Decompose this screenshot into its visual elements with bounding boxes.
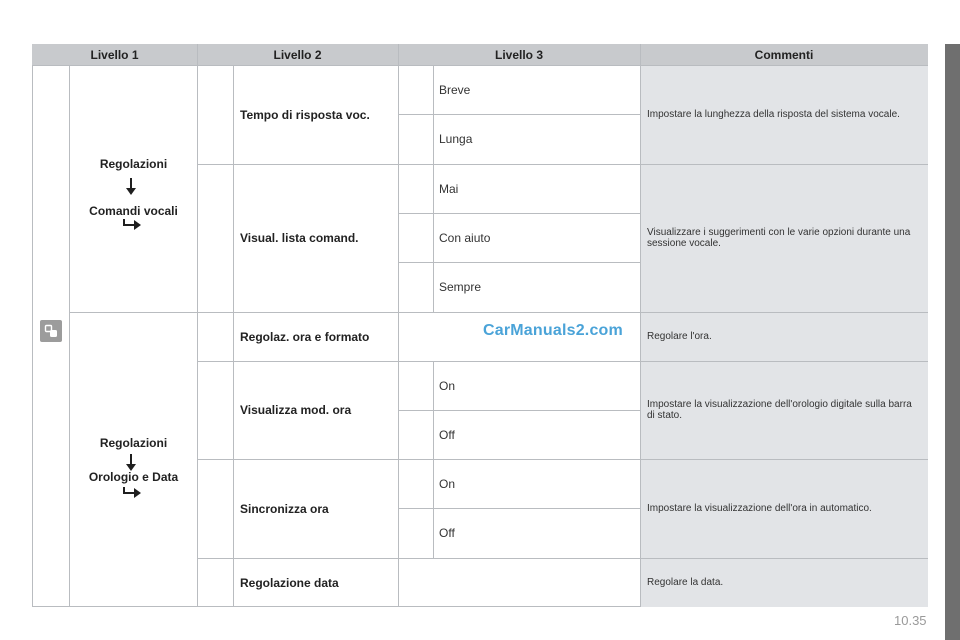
watermark: CarManuals2.com — [483, 322, 623, 339]
comment-visualizza-mod-ora — [640, 361, 928, 459]
grid-line — [32, 65, 928, 66]
comment-sincronizza-ora — [640, 459, 928, 558]
level2-tempo-risposta[interactable]: Tempo di risposta voc. — [240, 107, 370, 122]
level1-comandi-vocali: Comandi vocali — [89, 204, 178, 218]
comment-tempo-risposta — [640, 65, 928, 164]
grid-line — [233, 65, 234, 607]
comment-visual-lista — [640, 164, 928, 312]
level1-regolazioni-2: Regolazioni — [99, 436, 168, 450]
grid-line — [197, 558, 928, 559]
grid-line — [398, 508, 640, 509]
grid-line — [197, 361, 928, 362]
grid-line — [398, 44, 399, 607]
option-mai[interactable]: Mai — [439, 181, 459, 196]
level2-visual-lista-comand[interactable]: Visual. lista comand. — [240, 231, 359, 245]
arrow-down-icon — [130, 454, 132, 466]
option-lunga[interactable]: Lunga — [439, 132, 473, 146]
grid-line — [398, 262, 640, 263]
option-on[interactable]: On — [439, 378, 456, 393]
option-breve[interactable]: Breve — [439, 82, 471, 97]
option-on[interactable]: On — [439, 476, 456, 491]
level2-regolazione-data[interactable]: Regolazione data — [240, 575, 339, 590]
option-con-aiuto[interactable]: Con aiuto — [439, 230, 491, 245]
comment-text: Regolare l'ora. — [647, 330, 712, 342]
grid-line — [197, 44, 198, 607]
settings-icon[interactable] — [40, 320, 62, 342]
settings-icon-glyph — [44, 324, 58, 338]
comment-regolazione-data — [640, 558, 928, 607]
grid-line — [197, 164, 928, 165]
header-commenti: Commenti — [640, 44, 928, 65]
header-livello-1: Livello 1 — [32, 44, 197, 65]
page-number: 10.35 — [894, 613, 927, 628]
arrow-down-icon — [130, 178, 132, 190]
grid-line — [433, 65, 434, 312]
arrow-right-icon — [123, 224, 135, 226]
level2-visualizza-mod-ora[interactable]: Visualizza mod. ora — [240, 403, 352, 417]
header-livello-2: Livello 2 — [197, 44, 398, 65]
option-off[interactable]: Off — [439, 526, 455, 540]
level1-orologio-data: Orologio e Data — [88, 470, 179, 484]
header-livello-3: Livello 3 — [398, 44, 640, 65]
comment-text: Impostare la visualizzazione dell'ora in automatico. — [647, 502, 872, 514]
level2-regolaz-ora-formato[interactable]: Regolaz. ora e formato — [240, 329, 370, 344]
grid-line — [69, 65, 70, 607]
comment-text: Impostare la visualizzazione dell'orologio digitale sulla barra di stato. — [647, 398, 912, 421]
grid-line — [398, 114, 640, 115]
comment-regolaz-ora — [640, 312, 928, 361]
grid-line — [398, 410, 640, 411]
level2-sincronizza-ora[interactable]: Sincronizza ora — [240, 501, 329, 516]
grid-line — [69, 312, 928, 313]
grid-line — [640, 44, 641, 607]
comment-text: Regolare la data. — [647, 576, 724, 588]
option-off[interactable]: Off — [439, 427, 455, 442]
arrow-right-icon — [123, 492, 135, 494]
grid-line — [398, 213, 640, 214]
page-edge-bar — [945, 44, 960, 640]
grid-line — [197, 459, 928, 460]
comment-text: Visualizzare i suggerimenti con le varie opzioni durante una sessione vocale. — [647, 226, 911, 249]
comment-text: Impostare la lunghezza della risposta del sistema vocale. — [647, 108, 900, 120]
option-sempre[interactable]: Sempre — [439, 280, 482, 294]
level1-regolazioni-1: Regolazioni — [99, 157, 168, 171]
